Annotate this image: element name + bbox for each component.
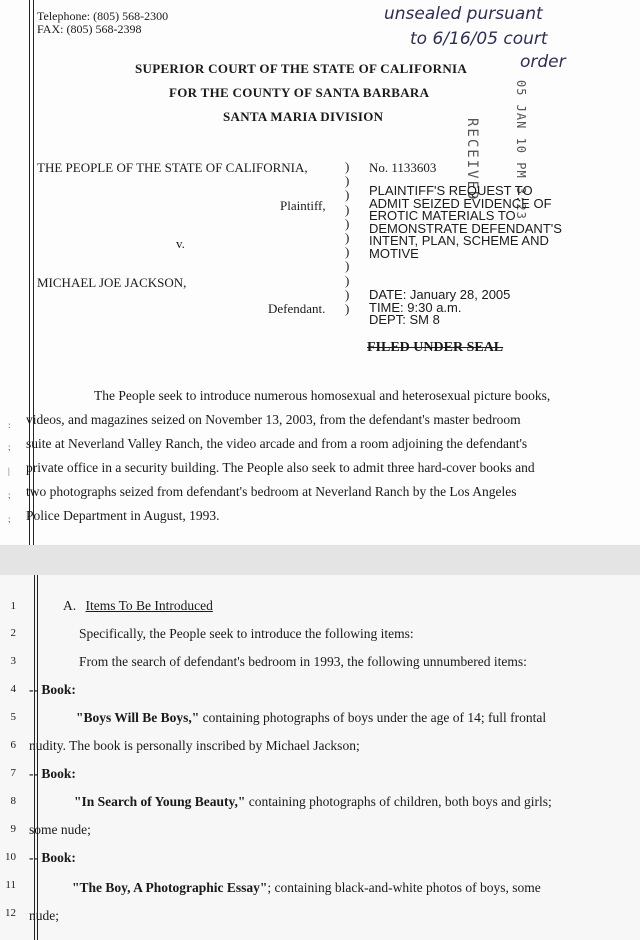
- book2-title: "In Search of Young Beauty,": [74, 794, 246, 809]
- margin-mark: :: [8, 420, 11, 430]
- margin-mark: ;: [8, 442, 11, 452]
- court-title-line1: SUPERIOR COURT OF THE STATE OF CALIFORNIA: [135, 61, 468, 76]
- request-title: [369, 185, 562, 261]
- hearing-dept: DEPT: SM 8: [369, 312, 440, 328]
- line-number: 5: [10, 711, 16, 723]
- line-number: 12: [5, 907, 16, 919]
- line-number: 10: [5, 851, 16, 863]
- book3-title: "The Boy, A Photographic Essay": [72, 880, 268, 895]
- handwritten-note-line2: to 6/16/05 court: [410, 29, 548, 49]
- line-number: 6: [10, 739, 16, 751]
- section-title: Items To Be Introduced: [85, 598, 213, 613]
- line-number: 7: [10, 767, 16, 779]
- book1-desc: containing photographs of boys under the age of 14; full frontal: [199, 710, 547, 725]
- telephone-line: Telephone: (805) 568-2300: [37, 9, 169, 23]
- book3-desc: ; containing black-and-white photos of boys, some: [267, 880, 541, 895]
- caption-versus: v.: [176, 236, 185, 251]
- hearing-date: DATE: January 28, 2005: [369, 287, 511, 302]
- request-title-line: INTENT, PLAN, SCHEME AND: [369, 233, 549, 249]
- section-letter: A.: [63, 598, 77, 613]
- caption-defendant: Defendant.: [268, 301, 326, 316]
- caption-people: THE PEOPLE OF THE STATE OF CALIFORNIA,: [37, 160, 308, 175]
- body-line-2: videos, and magazines seized on November 13, 2003, from the defendant's master bedroom: [26, 412, 521, 427]
- book2-line: [74, 794, 552, 810]
- request-title-line: EROTIC MATERIALS TO: [369, 208, 516, 224]
- margin-mark: ;: [8, 490, 11, 500]
- search-line: From the search of defendant's bedroom in 1993, the following unnumbered items:: [79, 654, 527, 669]
- received-stamp: RECEIVED: [464, 118, 480, 202]
- book3-cont: nude;: [29, 908, 59, 923]
- filed-under-seal: [367, 340, 503, 356]
- court-title-line2: FOR THE COUNTY OF SANTA BARBARA: [169, 85, 430, 100]
- fax-line: FAX: (805) 568-2398: [37, 22, 142, 36]
- line-number: 3: [10, 655, 16, 667]
- line-number: 8: [10, 795, 16, 807]
- body-line-4: private office in a security building. The People also seek to admit three hard-cover books and: [26, 460, 535, 475]
- case-number: No. 1133603: [369, 160, 437, 175]
- request-title-line: ADMIT SEIZED EVIDENCE OF: [369, 195, 552, 211]
- book3-line: [72, 880, 541, 896]
- line-number: 11: [5, 879, 16, 891]
- section-heading: [63, 598, 213, 614]
- margin-mark: ;: [8, 514, 11, 524]
- body-line-5: two photographs seized from defendant's bedroom at Neverland Ranch by the Los Angeles: [26, 484, 517, 499]
- body-line-1: The People seek to introduce numerous homosexual and heterosexual picture books,: [94, 388, 551, 403]
- margin-rule-inner-p2: [37, 575, 38, 940]
- page-gap: [0, 545, 640, 575]
- margin-rule-outer-p2: [34, 575, 35, 940]
- handwritten-note-line3: order: [520, 52, 566, 72]
- book-label: -- Book:: [29, 850, 76, 865]
- book1-title: "Boys Will Be Boys,": [76, 710, 200, 725]
- book-label: -- Book:: [29, 682, 76, 697]
- line-number: 2: [10, 627, 16, 639]
- body-line-6: Police Department in August, 1993.: [26, 508, 220, 523]
- book2-desc: containing photographs of children, both boys and girls;: [245, 794, 552, 809]
- line-number: 4: [10, 683, 16, 695]
- request-title-line: DEMONSTRATE DEFENDANT'S: [369, 220, 562, 236]
- book2-cont: some nude;: [29, 822, 91, 837]
- hearing-time: TIME: 9:30 a.m.: [369, 299, 462, 315]
- book1-cont: nudity. The book is personally inscribed by Michael Jackson;: [29, 738, 360, 753]
- book1-line: [76, 710, 546, 726]
- margin-mark: |: [8, 466, 10, 476]
- received-stamp-date: 05 JAN 10 PM 3:23: [514, 80, 528, 220]
- line-number: 1: [10, 600, 16, 612]
- line-number: 9: [10, 823, 16, 835]
- body-line-3: suite at Neverland Valley Ranch, the video arcade and from a room adjoining the defendant's: [26, 436, 528, 451]
- request-title-line: MOTIVE: [369, 245, 419, 261]
- caption-plaintiff: Plaintiff,: [280, 198, 326, 213]
- book-label: -- Book:: [29, 766, 76, 781]
- hearing-info: [369, 289, 510, 327]
- caption-defendant-name: MICHAEL JOE JACKSON,: [37, 275, 187, 290]
- handwritten-note-line1: unsealed pursuant: [384, 4, 543, 24]
- filed-under-seal-text: FILED UNDER SEAL: [367, 340, 504, 355]
- request-title-line: PLAINTIFF'S REQUEST TO: [369, 183, 533, 198]
- intro-line: Specifically, the People seek to introduce the following items:: [79, 626, 414, 641]
- caption-brace: ) ) ) ) ) ) ) ) ) ) ): [345, 159, 350, 317]
- court-title-line3: SANTA MARIA DIVISION: [223, 109, 384, 124]
